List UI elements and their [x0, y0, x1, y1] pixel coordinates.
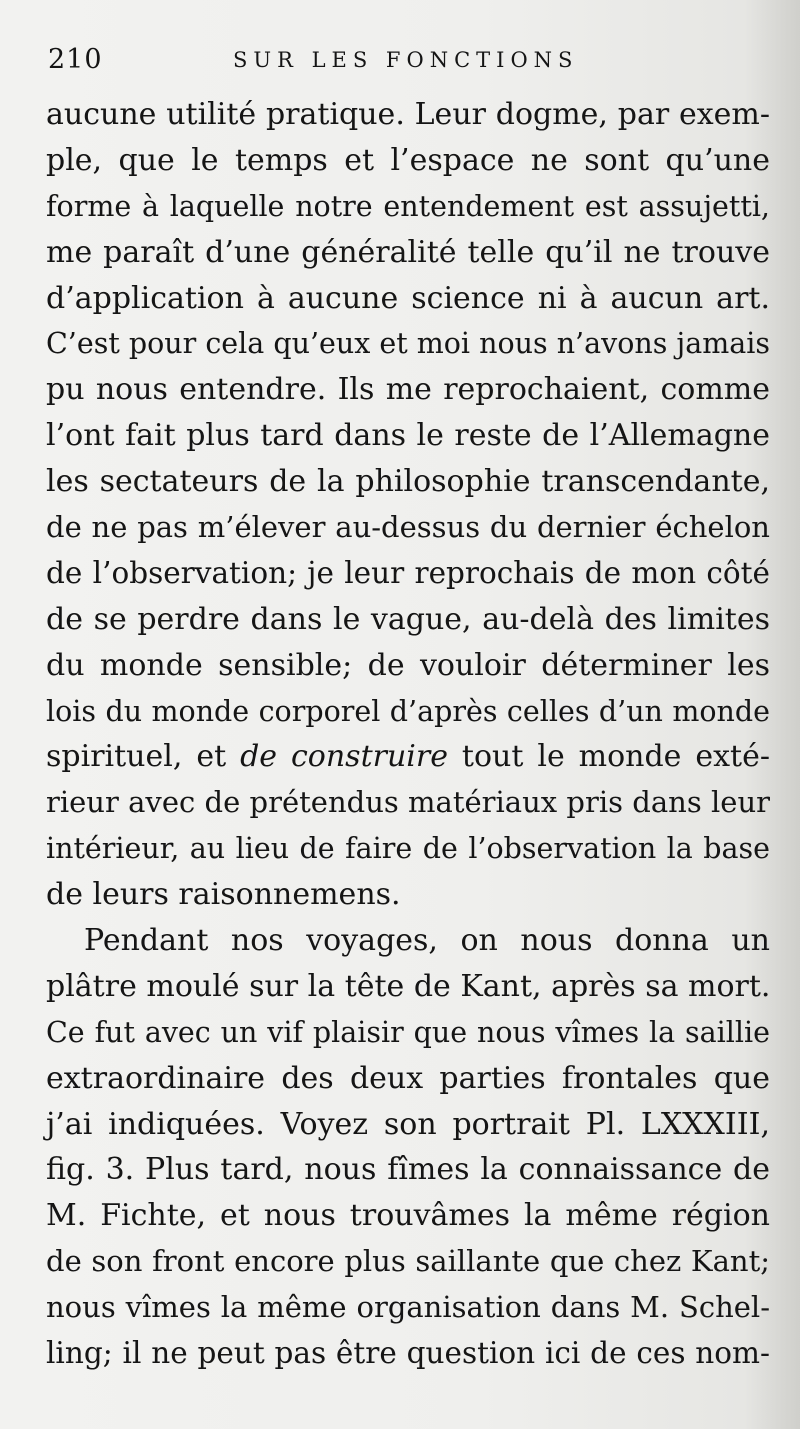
text-line: l’ont fait plus tard dans le reste de l’Allemagne [46, 418, 770, 454]
text-line: de l’observation; je leur reprochais de mon côté [46, 555, 770, 590]
page-header [48, 38, 760, 82]
text-line: de son front encore plus saillante que chez Kant; [46, 1244, 770, 1279]
text-segment: tout le monde exté- [447, 739, 770, 775]
text-line: nous vîmes la même organisation dans M. Schel- [46, 1290, 770, 1325]
text-line: C’est pour cela qu’eux et moi nous n’avons jamais [46, 327, 770, 361]
text-line: fig. 3. Plus tard, nous fîmes la connaissance de [46, 1152, 770, 1188]
text-line: Ce fut avec un vif plaisir que nous vîmes la saillie [46, 1015, 770, 1049]
paragraph-start-line: Pendant nos voyages, on nous donna un [84, 923, 770, 959]
italic-phrase: de construire [240, 739, 448, 775]
text-line: de se perdre dans le vague, au-delà des limites [46, 601, 770, 637]
text-line: du monde sensible; de vouloir déterminer les [46, 647, 770, 683]
text-line: intérieur, au lieu de faire de l’observation la base [46, 832, 770, 866]
text-line: lois du monde corporel d’après celles d’un monde [46, 694, 770, 728]
text-line: les sectateurs de la philosophie transcendante, [46, 464, 770, 500]
text-line: aucune utilité pratique. Leur dogme, par exem- [46, 97, 770, 132]
text-segment: spirituel, et [46, 739, 241, 775]
text-line: de ne pas m’élever au-dessus du dernier échelon [46, 510, 770, 545]
text-line: extraordinaire des deux parties frontales que [46, 1060, 770, 1096]
paragraph-end-line: de leurs raisonnemens. [46, 877, 401, 913]
text-line: j’ai indiquées. Voyez son portrait Pl. LXXXIII, [46, 1106, 770, 1142]
text-line: me paraît d’une généralité telle qu’il ne trouve [46, 234, 770, 270]
text-line: pu nous entendre. Ils me reprochaient, comme [46, 372, 770, 408]
text-line: ling; il ne peut pas être question ici de ces nom- [46, 1336, 770, 1371]
text-line: rieur avec de prétendus matériaux pris dans leur [46, 785, 770, 820]
page-number: 210 [48, 44, 103, 75]
text-line: d’application à aucune science ni à aucun art. [46, 280, 770, 316]
text-line-with-italic [46, 734, 770, 780]
text-line: M. Fichte, et nous trouvâmes la même région [46, 1198, 770, 1234]
running-title: SUR LES FONCTIONS [233, 48, 579, 72]
text-line: ple, que le temps et l’espace ne sont qu’une [46, 142, 770, 178]
text-line: plâtre moulé sur la tête de Kant, après sa mort. [46, 968, 771, 1004]
body-text [46, 92, 770, 1377]
text-line: forme à laquelle notre entendement est assujetti, [46, 189, 770, 223]
